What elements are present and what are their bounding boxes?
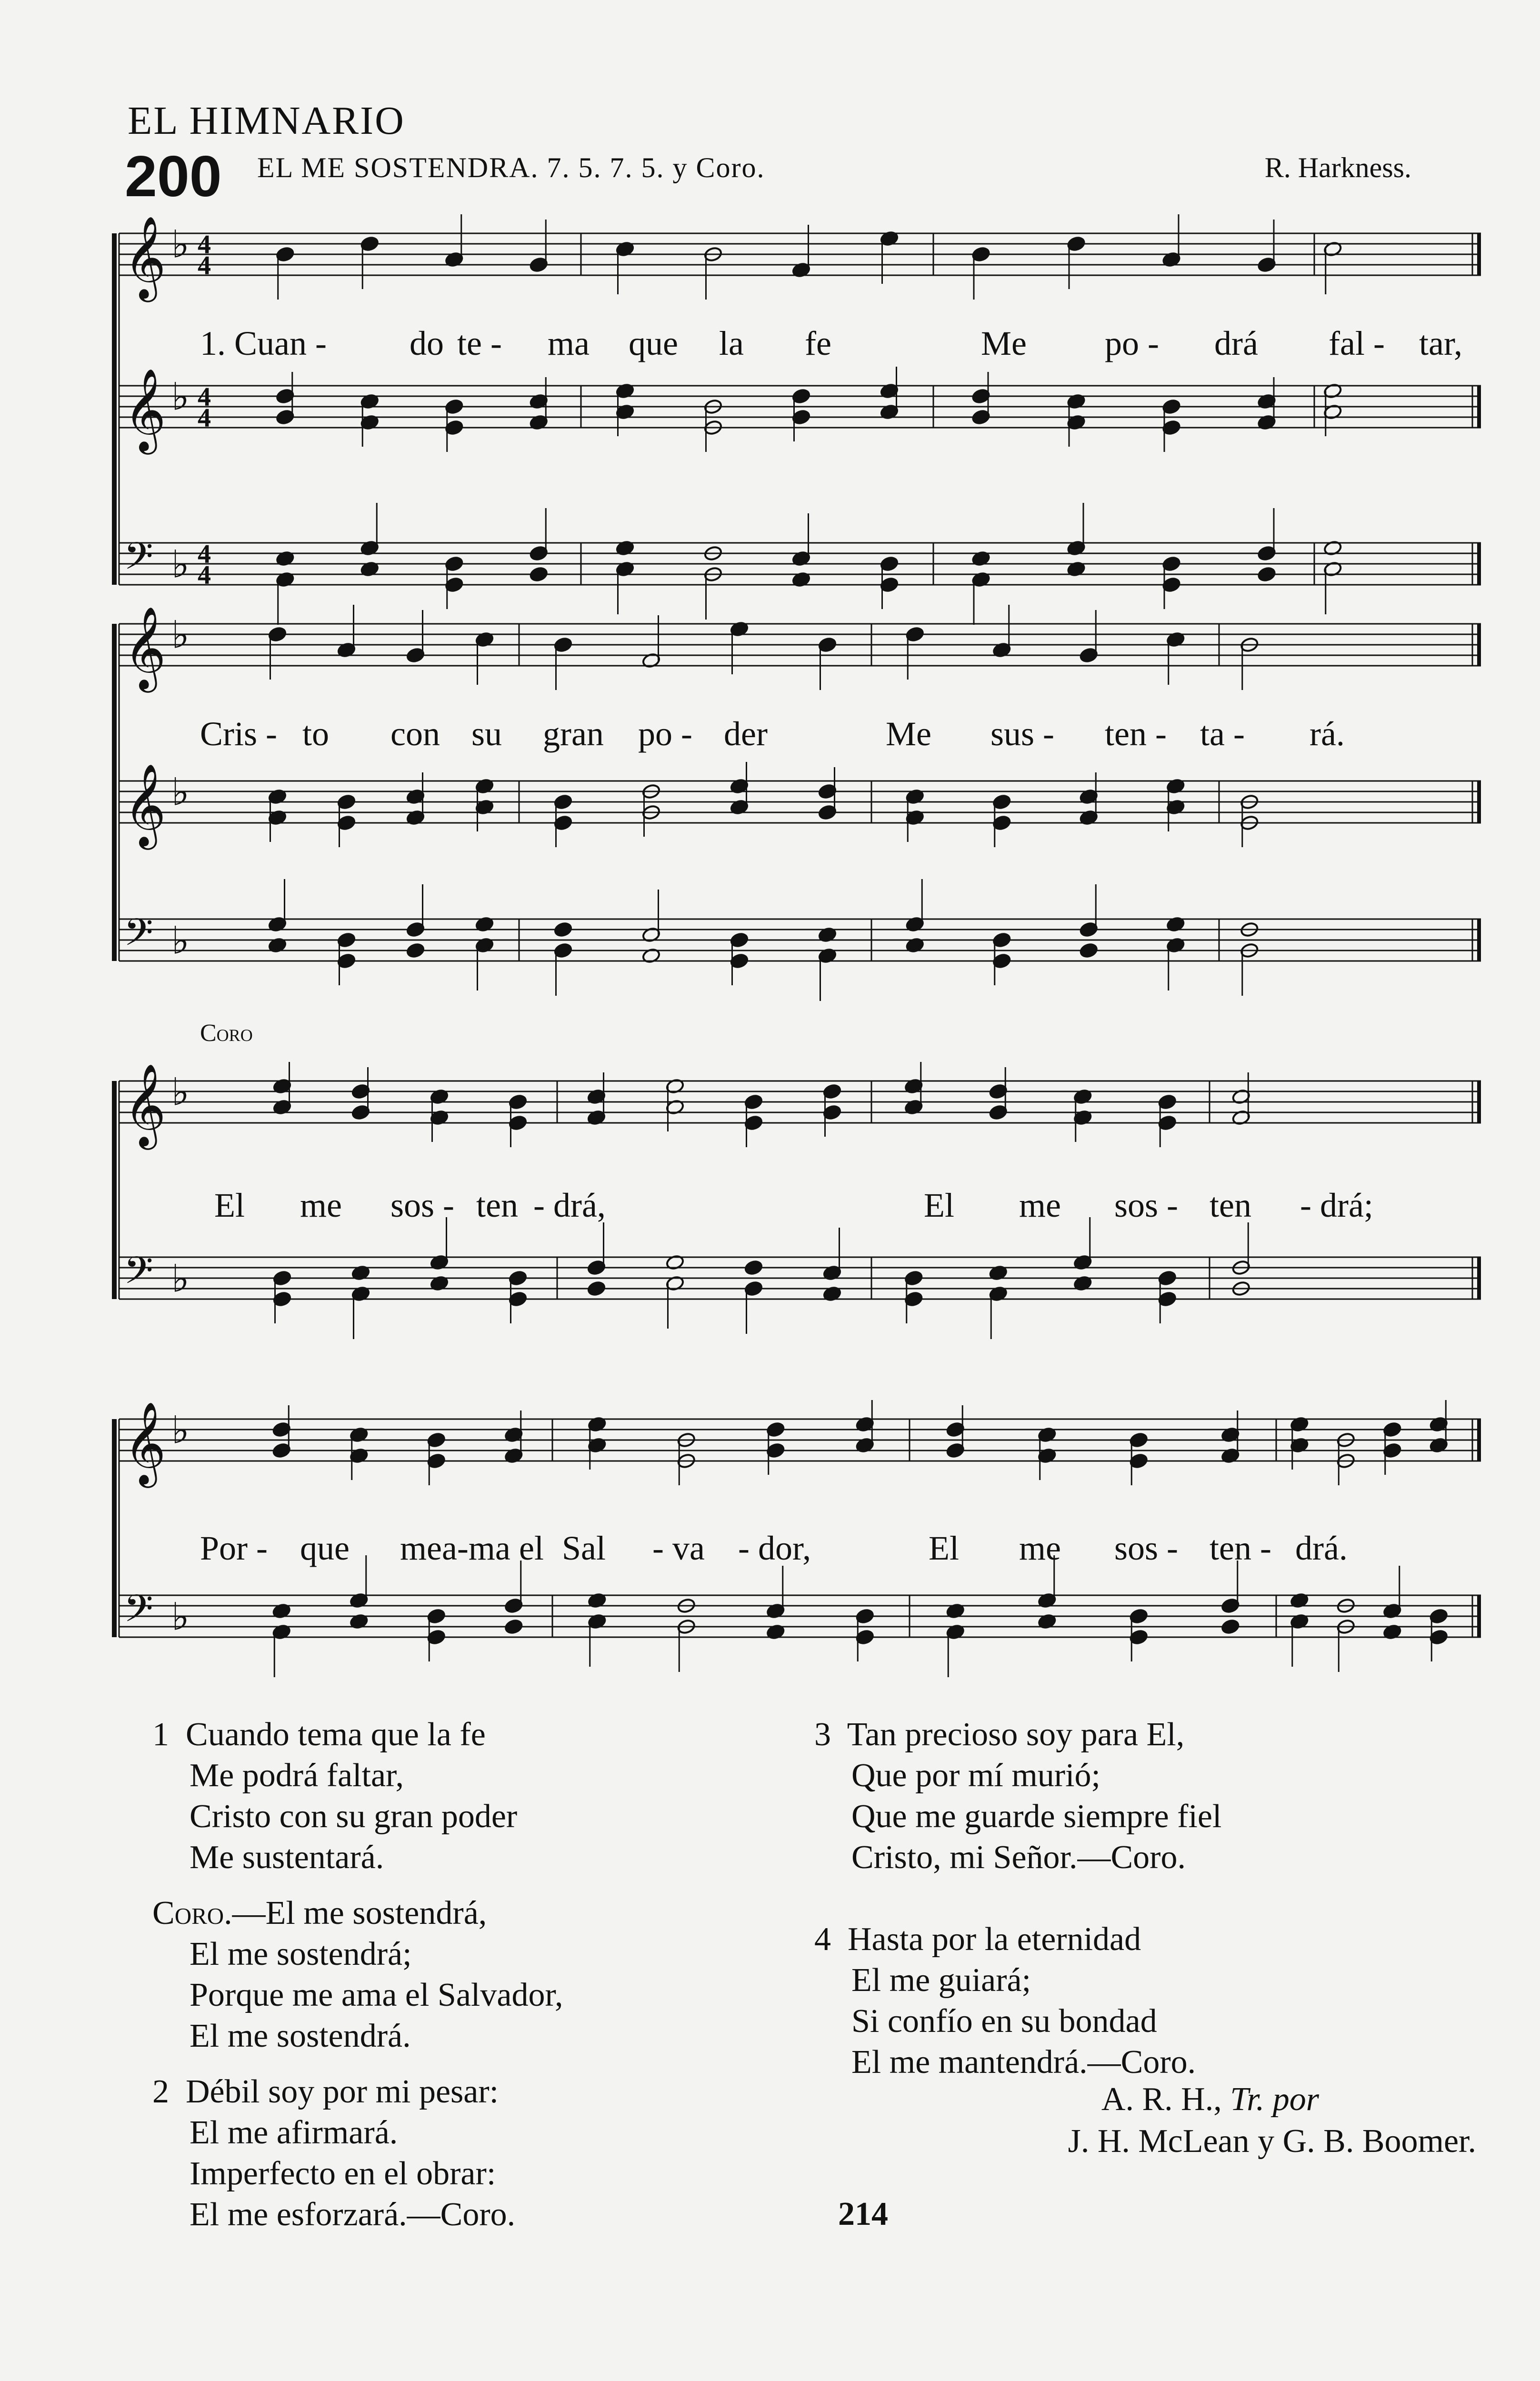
treble-clef-icon: 𝄞	[124, 606, 166, 690]
lyric-syllable: El	[929, 1529, 959, 1567]
lyric-syllable: 1. Cuan -	[200, 324, 327, 362]
lyric-syllable: fal -	[1329, 324, 1385, 362]
key-flat-icon: ♭	[171, 612, 190, 657]
lyric-syllable: po -	[638, 715, 692, 753]
lyric-syllable: - dor,	[738, 1529, 811, 1567]
lyric-syllable: me	[1019, 1529, 1061, 1567]
verse-line: Porque me ama el Salvador,	[190, 1977, 563, 2013]
verse-2	[152, 2071, 515, 2235]
credit-translators: J. H. McLean y G. B. Boomer.	[1068, 2123, 1476, 2160]
verse-line: El me esforzará.—Coro.	[190, 2196, 516, 2233]
lyric-syllable: Me	[981, 324, 1027, 362]
lyric-syllable: do	[410, 324, 444, 362]
key-flat-icon: ♭	[171, 1408, 190, 1452]
lyric-syllable: el	[519, 1529, 544, 1567]
time-sig-bottom: 4	[198, 403, 211, 433]
book-title: EL HIMNARIO	[128, 99, 405, 143]
lyric-syllable: El	[214, 1186, 245, 1224]
verse-4	[814, 1919, 1196, 2083]
verse-line: Tan precioso soy para El,	[847, 1716, 1185, 1753]
time-sig-top: 4	[198, 382, 211, 412]
time-sig-top: 4	[198, 539, 211, 569]
lyric-line-4	[200, 1529, 1486, 1571]
lyric-syllable: sos -	[390, 1186, 455, 1224]
lyric-syllable: Me	[886, 715, 931, 753]
coro-label: Coro	[200, 1020, 253, 1047]
verse-line: Que por mí murió;	[851, 1757, 1100, 1794]
lyric-syllable: to	[302, 715, 330, 753]
lyric-line-1	[200, 324, 1486, 367]
key-flat-icon: ♭	[171, 918, 190, 963]
bass-clef-icon: 𝄢	[124, 910, 153, 964]
lyric-syllable: ten -	[1210, 1529, 1271, 1567]
verse-line: Cristo con su gran poder	[190, 1798, 518, 1835]
key-flat-icon: ♭	[171, 542, 190, 587]
verse-number: 3	[814, 1716, 831, 1753]
lyric-syllable: - drá,	[533, 1186, 606, 1224]
note-head	[529, 566, 548, 582]
lyric-syllable: po -	[1105, 324, 1159, 362]
treble-clef-icon: 𝄞	[124, 763, 166, 847]
lyric-syllable: sos -	[1114, 1186, 1179, 1224]
chorus-text	[152, 1893, 563, 2057]
lyric-syllable: tar,	[1419, 324, 1463, 362]
lyric-syllable: ten -	[1105, 715, 1167, 753]
lyric-line-3	[200, 1186, 1486, 1229]
lyric-syllable: me	[300, 1186, 342, 1224]
lyric-syllable: gran	[543, 715, 604, 753]
lyric-syllable: que	[300, 1529, 350, 1567]
translation-credits	[857, 2079, 1476, 2162]
treble-clef-icon: 𝄞	[124, 1401, 166, 1485]
lyric-syllable: con	[390, 715, 440, 753]
note-head	[1079, 942, 1098, 959]
lyric-syllable: te -	[457, 324, 502, 362]
lyric-syllable: mea-ma	[400, 1529, 510, 1567]
verse-line: El me guiará;	[851, 1962, 1031, 1999]
verse-line: Si confío en su bondad	[851, 2003, 1157, 2040]
verse-line: Débil soy por mi pesar:	[186, 2073, 499, 2110]
credit-tr: Tr. por	[1230, 2081, 1319, 2118]
lyric-syllable: drá	[1214, 324, 1258, 362]
lyric-syllable: ten	[1210, 1186, 1251, 1224]
lyric-syllable: que	[629, 324, 678, 362]
lyric-syllable: drá.	[1295, 1529, 1348, 1567]
note-head	[553, 921, 572, 938]
lyric-syllable: me	[1019, 1186, 1061, 1224]
verse-line: Hasta por la eternidad	[848, 1921, 1141, 1958]
verse-line: Cristo, mi Señor.—Coro.	[851, 1839, 1186, 1876]
note-head	[1221, 1619, 1240, 1635]
verse-number: 1	[152, 1716, 169, 1753]
lyric-syllable: - va	[652, 1529, 705, 1567]
hymn-title: EL ME SOSTENDRA. 7. 5. 7. 5. y Coro.	[257, 152, 765, 183]
lyric-syllable: ten	[476, 1186, 518, 1224]
lyric-syllable: ma	[548, 324, 590, 362]
treble-clef-icon: 𝄞	[124, 368, 166, 451]
verse-line: Me podrá faltar,	[190, 1757, 404, 1794]
time-sig-bottom: 4	[198, 250, 211, 280]
verse-3	[814, 1714, 1221, 1878]
verse-number: 2	[152, 2073, 169, 2110]
credit-author: A. R. H.,	[1101, 2081, 1230, 2118]
verse-line: Imperfecto en el obrar:	[190, 2155, 496, 2192]
note-head	[1257, 566, 1276, 582]
verse-line: Que me guarde siempre fiel	[851, 1798, 1222, 1835]
composer-credit: R. Harkness.	[1264, 152, 1411, 183]
verse-line: El me mantendrá.—Coro.	[851, 2044, 1196, 2081]
key-flat-icon: ♭	[171, 222, 190, 267]
page-number: 214	[838, 2196, 888, 2232]
note-head	[587, 1281, 606, 1297]
bass-clef-icon: 𝄢	[124, 534, 153, 588]
verse-line: Me sustentará.	[190, 1839, 384, 1876]
lyric-syllable: der	[724, 715, 768, 753]
lyric-syllable: sos -	[1114, 1529, 1179, 1567]
lyric-line-2	[200, 714, 1486, 757]
lyric-syllable: su	[471, 715, 502, 753]
note-head	[744, 1260, 763, 1276]
lyric-syllable: la	[719, 324, 744, 362]
verse-line: Cuando tema que la fe	[186, 1716, 486, 1753]
verse-line: El me afirmará.	[190, 2114, 398, 2151]
treble-clef-icon: 𝄞	[124, 1063, 166, 1147]
key-flat-icon: ♭	[171, 374, 190, 419]
lyric-syllable: Por -	[200, 1529, 268, 1567]
verse-number: 4	[814, 1921, 831, 1958]
key-flat-icon: ♭	[171, 1594, 190, 1639]
verse-line: —El me sostendrá,	[232, 1895, 487, 1931]
verse-line: El me sostendrá.	[190, 2018, 411, 2054]
lyric-syllable: Cris -	[200, 715, 277, 753]
time-sig-top: 4	[198, 230, 211, 260]
lyric-syllable: - drá;	[1300, 1186, 1373, 1224]
key-flat-icon: ♭	[171, 770, 190, 814]
bass-clef-icon: 𝄢	[124, 1248, 153, 1302]
lyric-syllable: El	[924, 1186, 954, 1224]
time-sig-bottom: 4	[198, 560, 211, 590]
lyric-syllable: rá.	[1310, 715, 1345, 753]
note-head	[504, 1619, 523, 1635]
lyric-syllable: sus -	[990, 715, 1055, 753]
hymn-number: 200	[125, 144, 222, 209]
lyric-syllable: fe	[805, 324, 831, 362]
note-head	[406, 942, 425, 959]
key-flat-icon: ♭	[171, 1256, 190, 1301]
treble-clef-icon: 𝄞	[124, 216, 166, 299]
bass-clef-icon: 𝄢	[124, 1586, 153, 1640]
verse-line: El me sostendrá;	[190, 1936, 412, 1972]
lyric-syllable: ta -	[1200, 715, 1245, 753]
key-flat-icon: ♭	[171, 1070, 190, 1114]
lyric-syllable: Sal	[562, 1529, 606, 1567]
chorus-label: Coro.	[152, 1895, 232, 1931]
verse-1	[152, 1714, 517, 1878]
